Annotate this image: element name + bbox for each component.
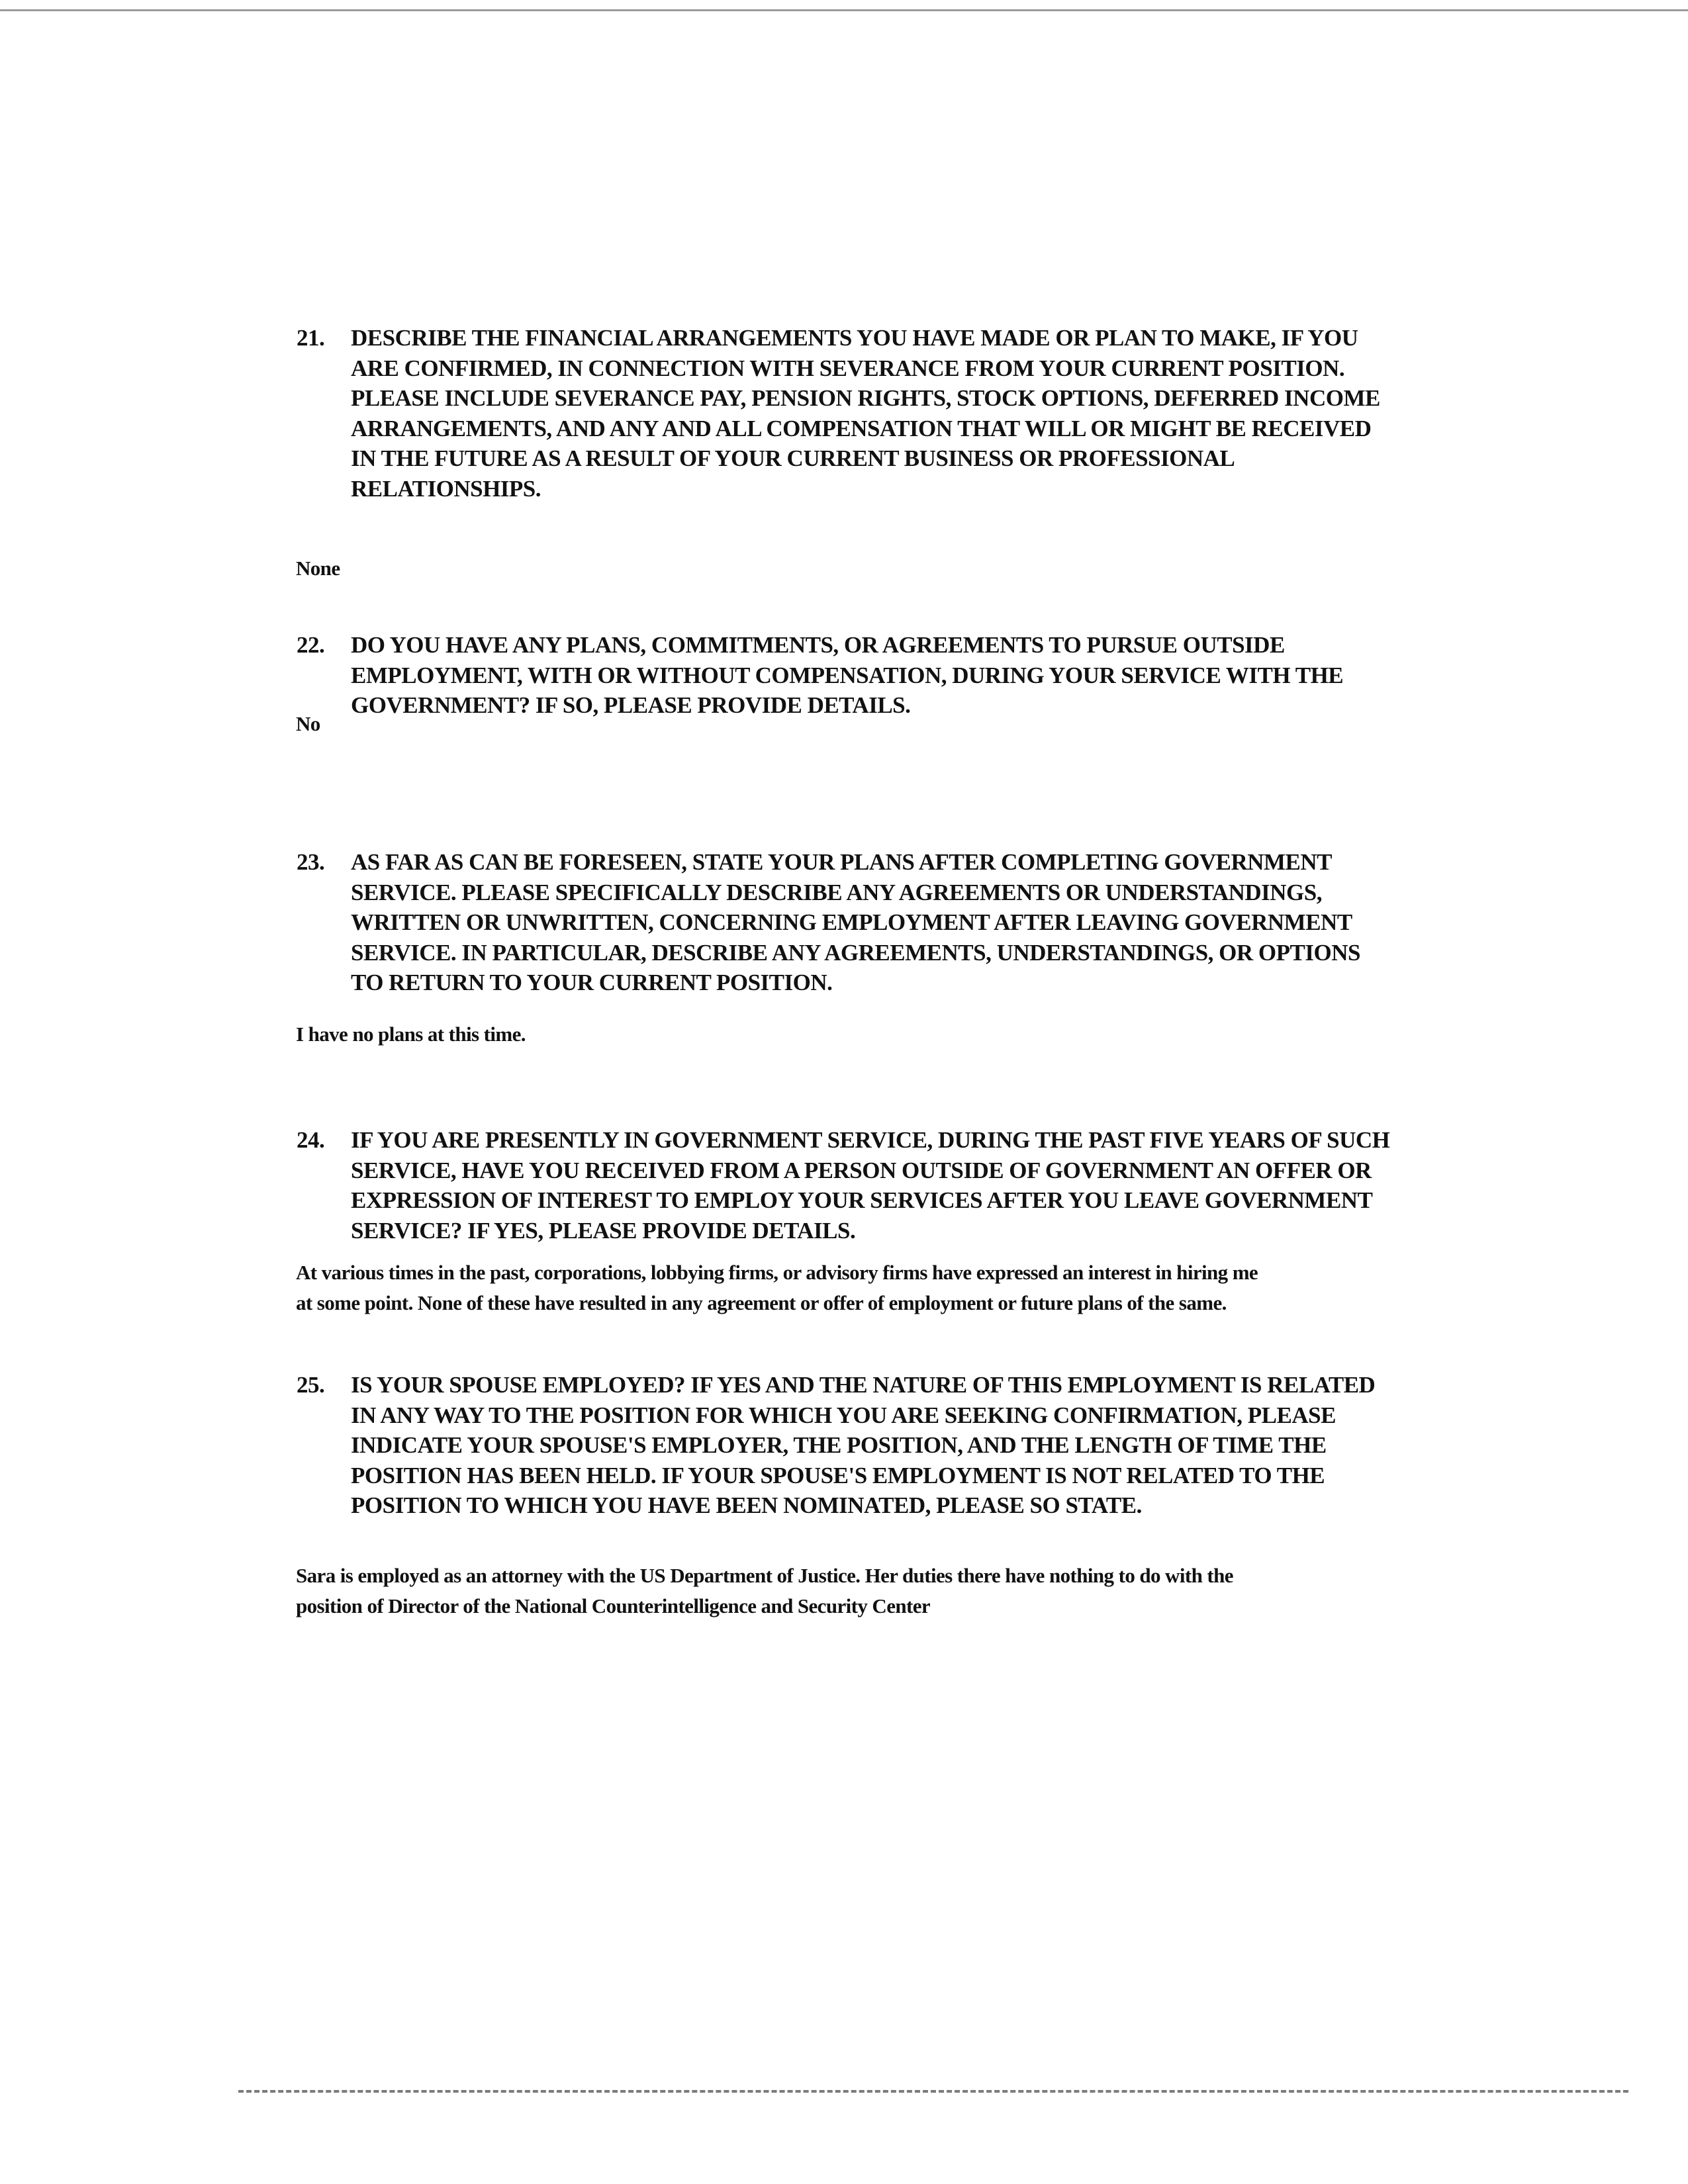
question-line: AS FAR AS CAN BE FORESEEN, STATE YOUR PLANS AFTER COMPLETING GOVERNMENT [351,849,1333,875]
question-25 [297,1370,1375,1521]
question-line: SERVICE? IF YES, PLEASE PROVIDE DETAILS. [351,1217,856,1244]
answer-22 [296,709,320,739]
question-number: 21. [297,325,325,351]
question-number: 24. [297,1127,325,1153]
question-line: PLEASE INCLUDE SEVERANCE PAY, PENSION RIGHTS, STOCK OPTIONS, DEFERRED INCOME [351,385,1380,411]
question-line: SERVICE. PLEASE SPECIFICALLY DESCRIBE ANY AGREEMENTS OR UNDERSTANDINGS, [351,879,1322,905]
question-line: TO RETURN TO YOUR CURRENT POSITION. [351,970,833,995]
question-line: IN ANY WAY TO THE POSITION FOR WHICH YOU ARE SEEKING CONFIRMATION, PLEASE [351,1402,1336,1428]
answer-line: No [296,712,320,735]
question-line: POSITION HAS BEEN HELD. IF YOUR SPOUSE'S EMPLOYMENT IS NOT RELATED TO THE [351,1462,1325,1488]
question-number: 25. [297,1372,325,1398]
question-line: IS YOUR SPOUSE EMPLOYED? IF YES AND THE NATURE OF THIS EMPLOYMENT IS RELATED [351,1372,1376,1398]
question-number: 22. [297,632,325,658]
question-line: DO YOU HAVE ANY PLANS, COMMITMENTS, OR AGREEMENTS TO PURSUE OUTSIDE [351,632,1285,658]
answer-line: at some point. None of these have resulted in any agreement or offer of employment or future plans of the same. [296,1291,1227,1314]
question-line: ARE CONFIRMED, IN CONNECTION WITH SEVERANCE FROM YOUR CURRENT POSITION. [351,355,1345,381]
scan-bottom-artifact [238,2090,1628,2093]
question-23 [297,847,1360,998]
question-line: SERVICE, HAVE YOU RECEIVED FROM A PERSON OUTSIDE OF GOVERNMENT AN OFFER OR [351,1157,1372,1183]
answer-21 [296,553,340,584]
answer-line: None [296,557,340,580]
question-line: SERVICE. IN PARTICULAR, DESCRIBE ANY AGREEMENTS, UNDERSTANDINGS, OR OPTIONS [351,939,1360,966]
question-line: RELATIONSHIPS. [351,475,541,502]
question-24 [297,1125,1389,1246]
answer-line: I have no plans at this time. [296,1023,526,1046]
question-line: ARRANGEMENTS, AND ANY AND ALL COMPENSATION THAT WILL OR MIGHT BE RECEIVED [351,415,1372,441]
scan-top-edge [0,9,1688,11]
answer-25 [296,1561,1233,1621]
question-line: IF YOU ARE PRESENTLY IN GOVERNMENT SERVICE, DURING THE PAST FIVE YEARS OF SUCH [351,1127,1390,1153]
answer-line: At various times in the past, corporations, lobbying firms, or advisory firms have expressed an interest in hiring me [296,1261,1258,1284]
question-line: EXPRESSION OF INTEREST TO EMPLOY YOUR SERVICES AFTER YOU LEAVE GOVERNMENT [351,1187,1373,1213]
question-line: IN THE FUTURE AS A RESULT OF YOUR CURRENT BUSINESS OR PROFESSIONAL [351,445,1235,471]
question-number: 23. [297,849,325,875]
question-line: EMPLOYMENT, WITH OR WITHOUT COMPENSATION, DURING YOUR SERVICE WITH THE [351,662,1344,688]
question-line: WRITTEN OR UNWRITTEN, CONCERNING EMPLOYMENT AFTER LEAVING GOVERNMENT [351,909,1352,935]
question-21 [297,323,1380,504]
answer-line: position of Director of the National Counterintelligence and Security Center [296,1594,931,1617]
question-22 [297,630,1343,721]
question-line: GOVERNMENT? IF SO, PLEASE PROVIDE DETAILS. [351,692,911,718]
answer-24 [296,1257,1258,1318]
question-line: POSITION TO WHICH YOU HAVE BEEN NOMINATED, PLEASE SO STATE. [351,1492,1142,1518]
question-line: INDICATE YOUR SPOUSE'S EMPLOYER, THE POSITION, AND THE LENGTH OF TIME THE [351,1432,1327,1458]
answer-line: Sara is employed as an attorney with the US Department of Justice. Her duties there have nothing to do with the [296,1564,1233,1587]
answer-23 [296,1019,526,1050]
question-line: DESCRIBE THE FINANCIAL ARRANGEMENTS YOU HAVE MADE OR PLAN TO MAKE, IF YOU [351,325,1358,351]
